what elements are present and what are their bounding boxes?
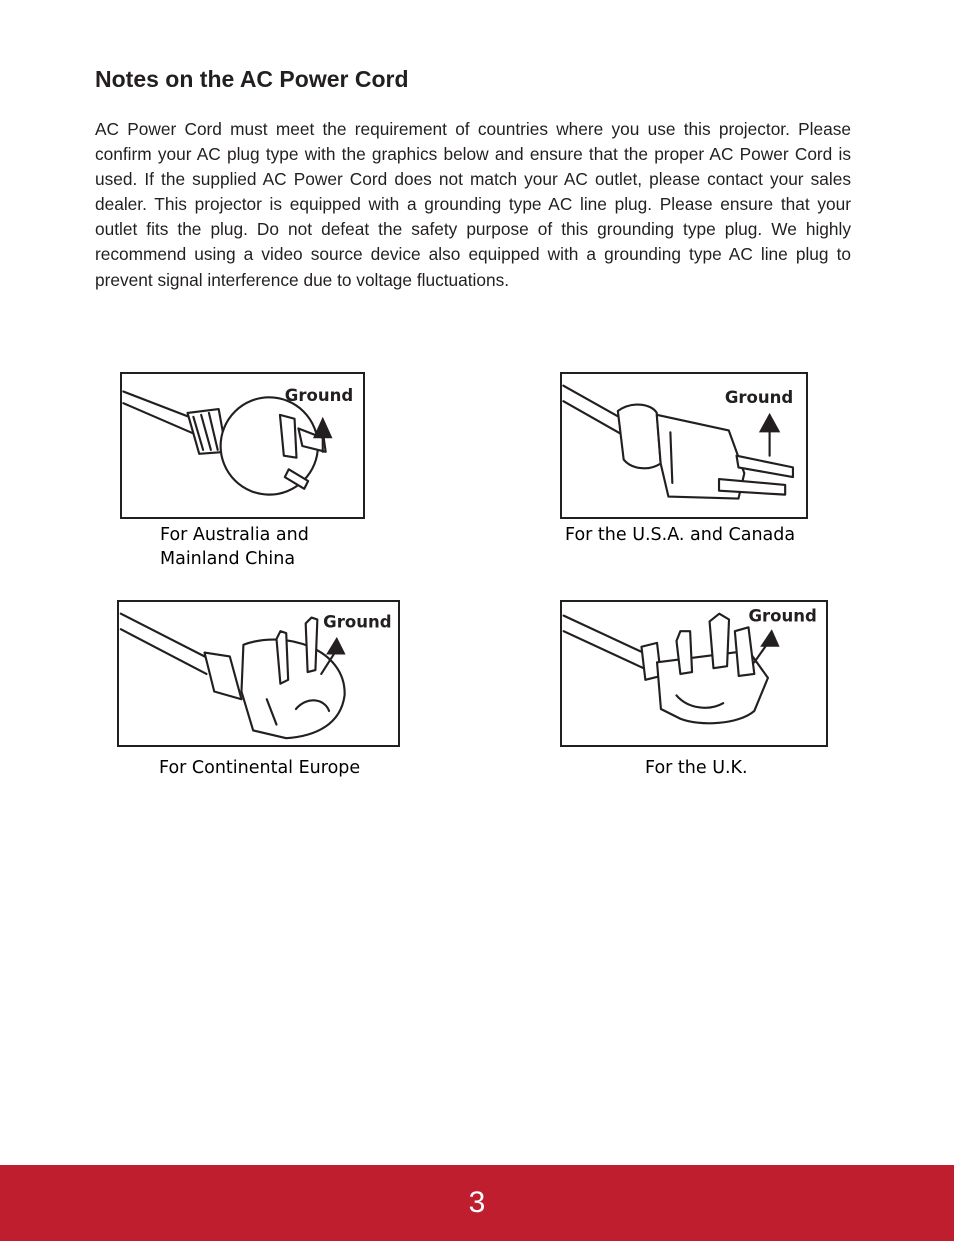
europe-caption: For Continental Europe bbox=[159, 758, 361, 778]
usa-caption: For the U.S.A. and Canada bbox=[565, 525, 796, 545]
europe-plug-figure bbox=[117, 600, 400, 747]
uk-plug-figure bbox=[560, 600, 828, 747]
page-footer bbox=[0, 1165, 954, 1241]
europe-plug-icon bbox=[119, 602, 398, 745]
australia-plug-icon bbox=[122, 374, 363, 517]
page-number: 3 bbox=[468, 1186, 486, 1219]
australia-caption-line1: For Australia and bbox=[160, 525, 309, 545]
ground-label: Ground bbox=[748, 606, 817, 626]
page-title: Notes on the AC Power Cord bbox=[95, 66, 409, 92]
australia-caption-line2: Mainland China bbox=[160, 549, 296, 569]
uk-plug-icon bbox=[562, 602, 826, 745]
ground-label: Ground bbox=[284, 386, 354, 406]
australia-plug-figure bbox=[120, 372, 365, 519]
usa-plug-figure bbox=[560, 372, 808, 519]
ground-label: Ground bbox=[724, 388, 794, 408]
ground-label: Ground bbox=[323, 612, 392, 632]
intro-paragraph: AC Power Cord must meet the requirement of countries where you use this projector. Please confirm your AC plug type with the graphics below and ensure that the proper AC Power Cord is used. If the supplied AC Power Cord does not match your AC outlet, please contact your sales dealer. This projector is equipped with a grounding type AC line plug. Please ensure that your outlet fits the plug. Do not defeat the safety purpose of this grounding type plug. We highly recommend using a video source device also equipped with a grounding type AC line plug to prevent signal interference due to voltage fluctuations. bbox=[95, 119, 851, 290]
usa-plug-icon bbox=[562, 374, 806, 517]
uk-caption: For the U.K. bbox=[645, 758, 748, 778]
